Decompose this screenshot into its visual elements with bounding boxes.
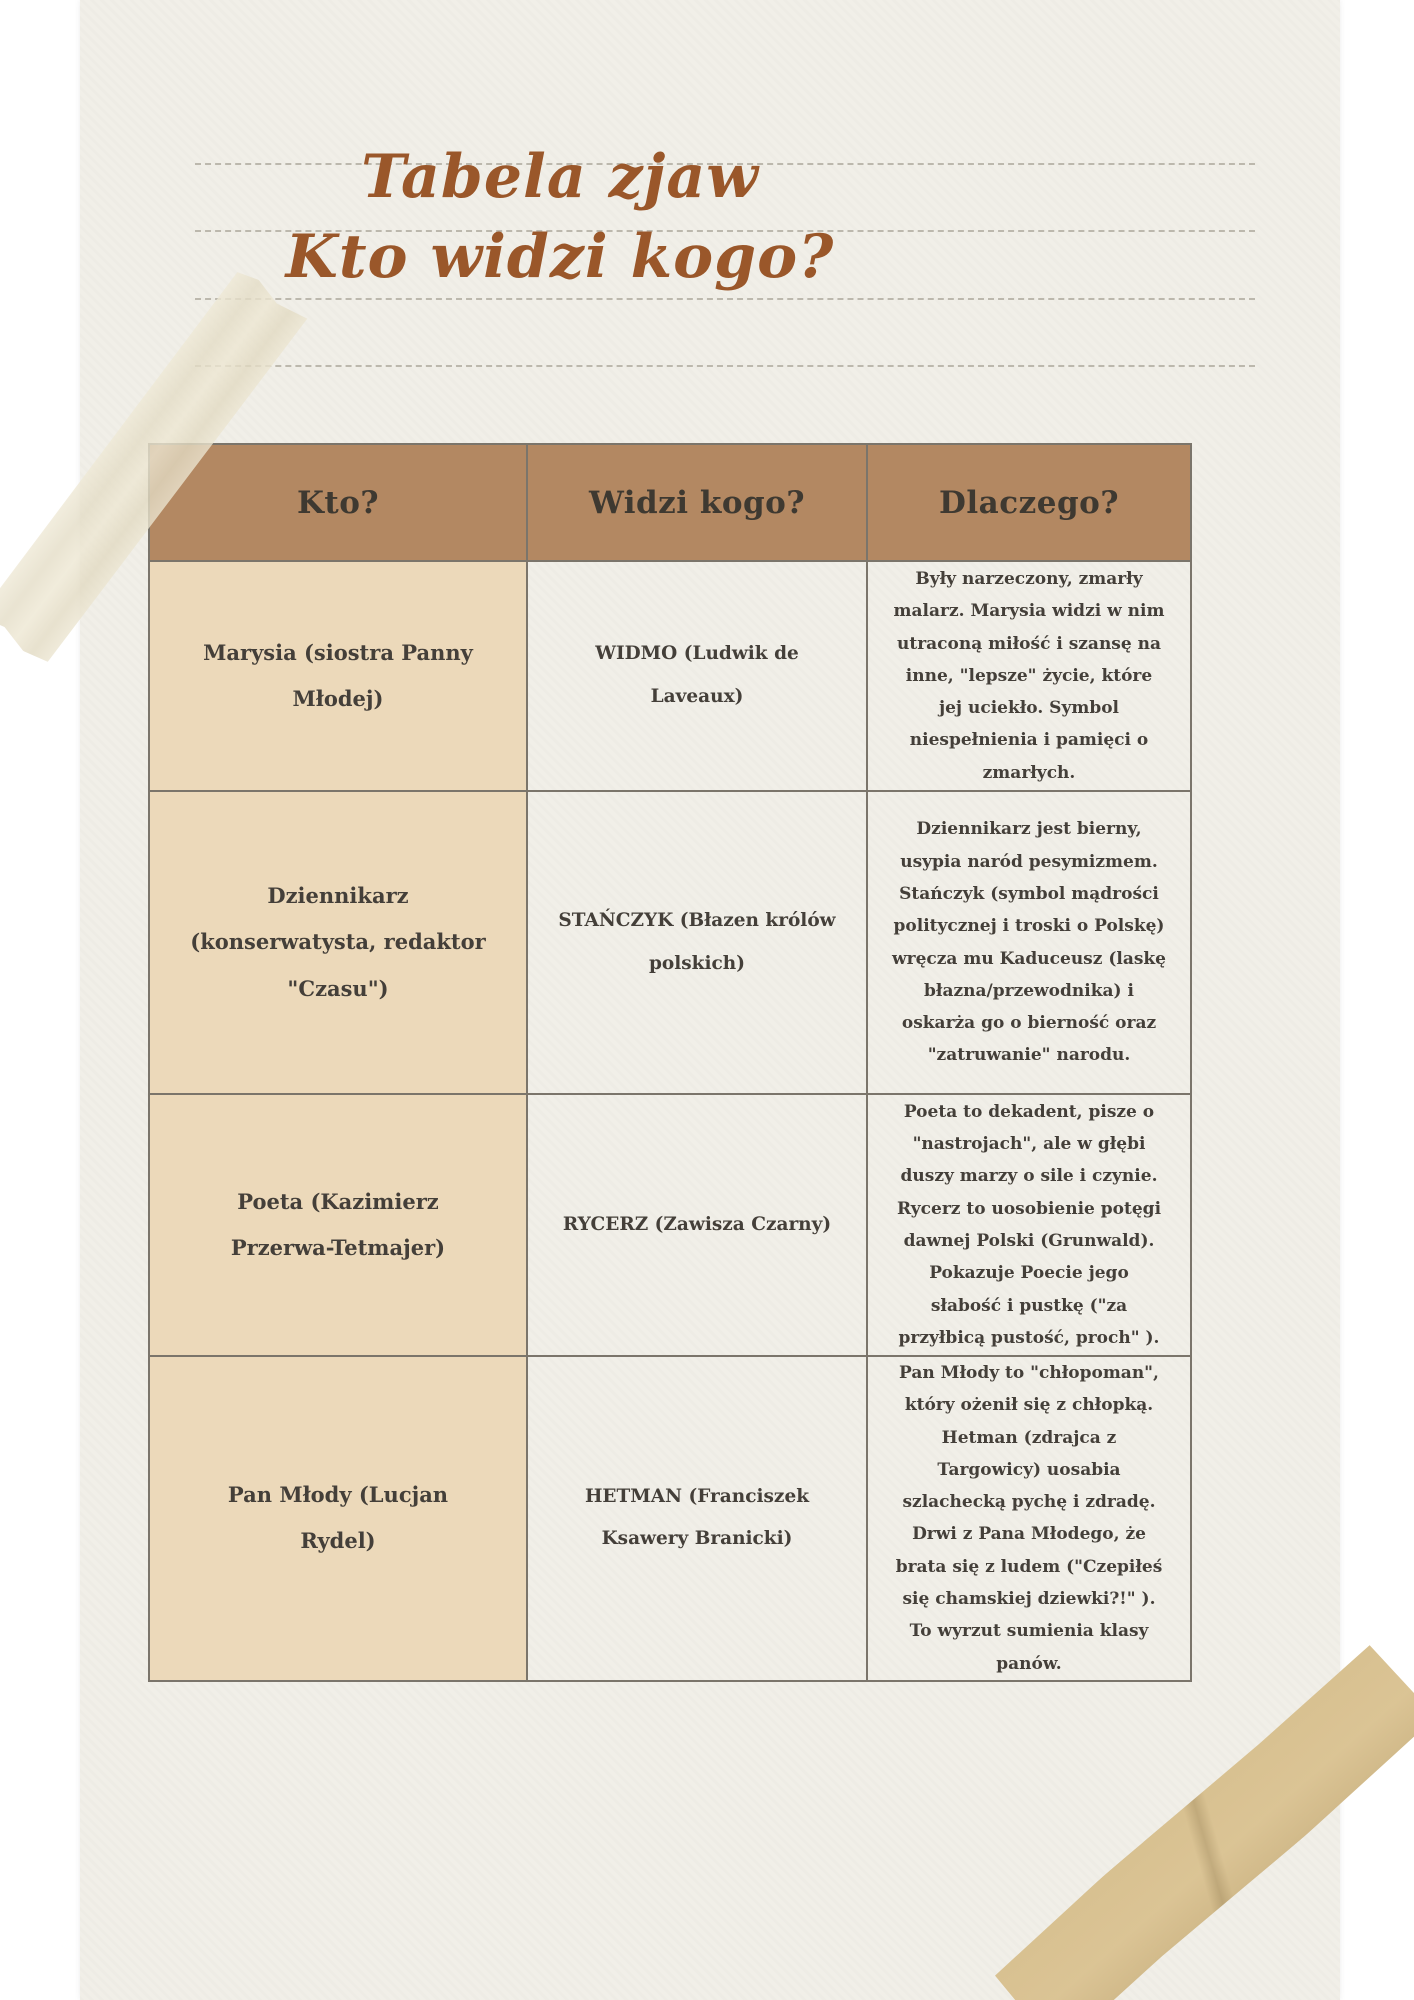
cell-dlaczego: Dziennikarz jest bierny, usypia naród pesymizmem. Stańczyk (symbol mądrości politycznej i troski o Polskę) wręcza mu Kaduceusz (laskę błazna/przewodnika) i oskarża go o bierność oraz "zatruwanie" narodu. bbox=[867, 791, 1191, 1094]
table-row bbox=[149, 791, 1191, 1094]
table-row bbox=[149, 561, 1191, 791]
page-title-line2: Kto widzi kogo? bbox=[285, 221, 835, 292]
ruled-line bbox=[195, 298, 1255, 300]
cell-dlaczego: Były narzeczony, zmarły malarz. Marysia widzi w nim utraconą miłość i szansę na inne, "lepsze" życie, które jej uciekło. Symbol niespełnienia i pamięci o zmarłych. bbox=[867, 561, 1191, 791]
cell-widzi-kogo: WIDMO (Ludwik de Laveaux) bbox=[527, 561, 867, 791]
column-header-kto: Kto? bbox=[149, 444, 527, 561]
zjawy-table bbox=[148, 443, 1192, 1682]
cell-widzi-kogo: RYCERZ (Zawisza Czarny) bbox=[527, 1094, 867, 1356]
column-header-dlaczego: Dlaczego? bbox=[867, 444, 1191, 561]
table-row bbox=[149, 1094, 1191, 1356]
cell-widzi-kogo: STAŃCZYK (Błazen królów polskich) bbox=[527, 791, 867, 1094]
ruled-line bbox=[195, 365, 1255, 367]
table-row bbox=[149, 1356, 1191, 1681]
cell-dlaczego: Pan Młody to "chłopoman", który ożenił się z chłopką. Hetman (zdrajca z Targowicy) uosabia szlachecką pychę i zdradę. Drwi z Pana Młodego, że brata się z ludem ("Czepiłeś się chamskiej dziewki?!" ). To wyrzut sumienia klasy panów. bbox=[867, 1356, 1191, 1681]
cell-kto: Dziennikarz (konserwatysta, redaktor "Czasu") bbox=[149, 791, 527, 1094]
page-title bbox=[160, 138, 960, 298]
cell-kto: Pan Młody (Lucjan Rydel) bbox=[149, 1356, 527, 1681]
cell-widzi-kogo: HETMAN (Franciszek Ksawery Branicki) bbox=[527, 1356, 867, 1681]
column-header-widzi-kogo: Widzi kogo? bbox=[527, 444, 867, 561]
cell-kto: Poeta (Kazimierz Przerwa-Tetmajer) bbox=[149, 1094, 527, 1356]
cell-kto: Marysia (siostra Panny Młodej) bbox=[149, 561, 527, 791]
page-title-line1: Tabela zjaw bbox=[361, 142, 759, 212]
cell-dlaczego: Poeta to dekadent, pisze o "nastrojach", ale w głębi duszy marzy o sile i czynie. Rycerz to uosobienie potęgi dawnej Polski (Grunwald). Pokazuje Poecie jego słabość i pustkę ("za przyłbicą pustość, proch" ). bbox=[867, 1094, 1191, 1356]
table-header-row bbox=[149, 444, 1191, 561]
